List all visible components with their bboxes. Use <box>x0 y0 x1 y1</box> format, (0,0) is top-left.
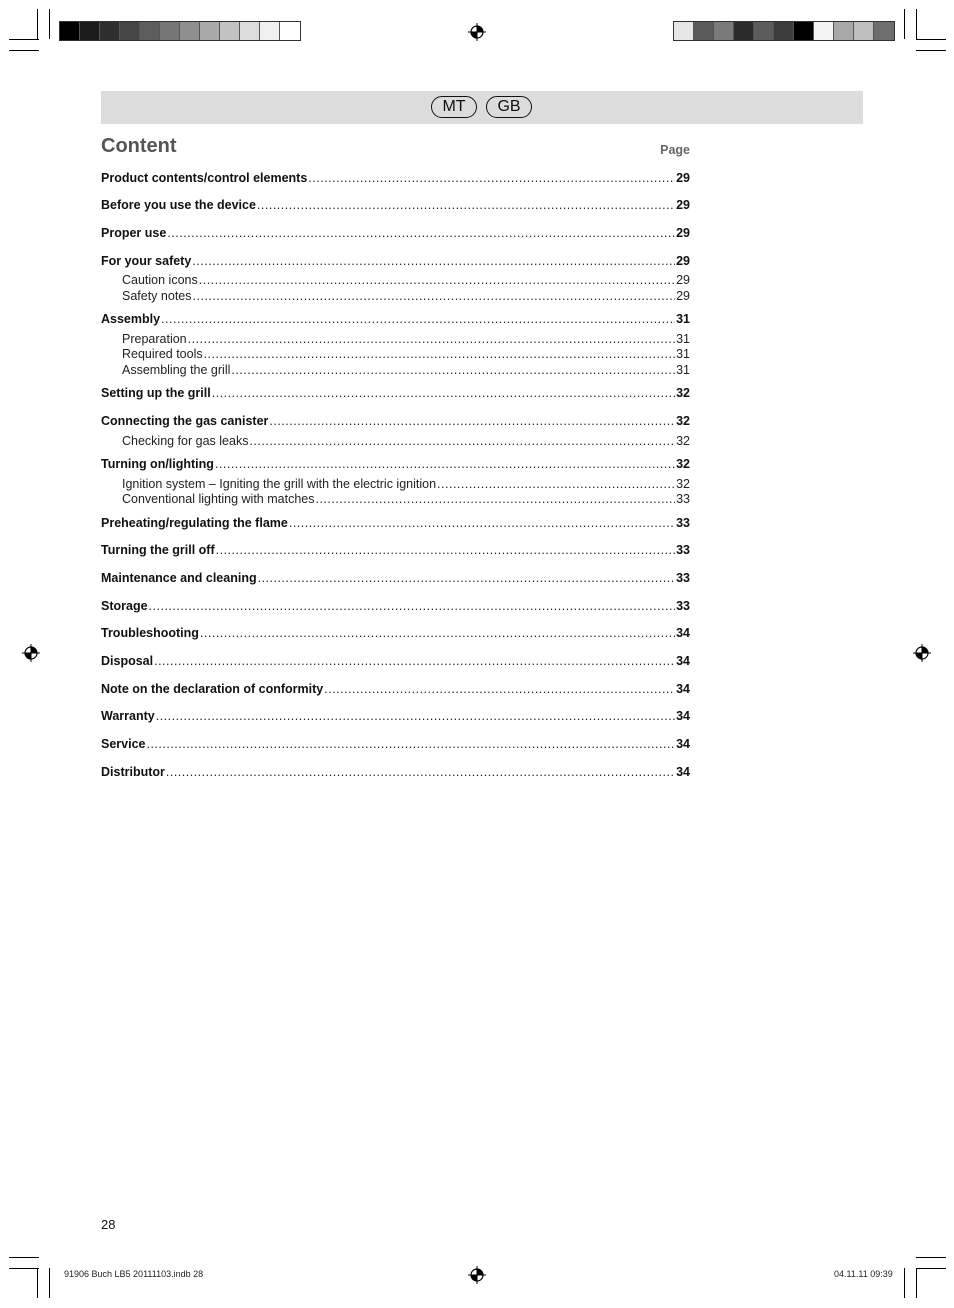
color-swatch <box>854 22 874 40</box>
color-swatch <box>200 22 220 40</box>
toc-entry-title: Turning on/lighting <box>101 457 214 471</box>
color-swatch <box>674 22 694 40</box>
toc-entry-page: 33 <box>676 543 690 557</box>
toc-entry-page: 29 <box>676 254 690 268</box>
crop-mark <box>49 1268 50 1298</box>
toc-entry <box>101 413 690 429</box>
toc-entry-page: 29 <box>676 226 690 240</box>
color-swatch <box>814 22 834 40</box>
toc-entry-title: For your safety <box>101 254 192 268</box>
toc-dot-leader <box>204 346 675 362</box>
toc-entry-title: Caution icons <box>122 273 198 287</box>
toc-dot-leader <box>154 653 675 669</box>
toc-dot-leader <box>269 413 675 429</box>
color-swatch <box>100 22 120 40</box>
toc-entry <box>101 197 690 213</box>
toc-dot-leader <box>200 625 675 641</box>
toc-entry-title: Distributor <box>101 765 165 779</box>
color-calibration-bar-left <box>59 21 301 41</box>
toc-dot-leader <box>324 681 675 697</box>
crop-mark <box>904 1268 905 1298</box>
toc-entry-title: Disposal <box>101 654 154 668</box>
toc-dot-leader <box>166 764 675 780</box>
crop-mark <box>916 39 946 40</box>
toc-dot-leader <box>188 331 675 347</box>
toc-entry <box>101 625 690 641</box>
toc-entry <box>101 598 690 614</box>
toc-entry-title: Assembly <box>101 312 161 326</box>
color-calibration-bar-right <box>673 21 895 41</box>
crop-mark <box>49 9 50 39</box>
toc-dot-leader <box>161 311 675 327</box>
crop-mark <box>916 1257 946 1258</box>
toc-dot-leader <box>192 253 675 269</box>
color-swatch <box>80 22 100 40</box>
toc-entry <box>101 681 690 697</box>
toc-entry-page: 32 <box>676 414 690 428</box>
toc-entry <box>101 736 690 752</box>
toc-dot-leader <box>308 170 675 186</box>
language-badge-gb: GB <box>486 96 532 118</box>
toc-entry <box>101 515 690 531</box>
toc-entry-page: 33 <box>676 571 690 585</box>
toc-entry-page: 34 <box>676 765 690 779</box>
toc-entry-page: 34 <box>676 654 690 668</box>
toc-entry-title: Warranty <box>101 709 155 723</box>
toc-entry-title: Setting up the grill <box>101 386 211 400</box>
crop-mark <box>9 1257 39 1258</box>
color-swatch <box>794 22 814 40</box>
toc-entry-title: Service <box>101 737 146 751</box>
toc-entry-page: 32 <box>676 457 690 471</box>
registration-mark-icon <box>468 23 486 41</box>
toc-subentry <box>122 346 690 362</box>
toc-dot-leader <box>249 433 675 449</box>
toc-subentry <box>122 433 690 449</box>
toc-entry <box>101 225 690 241</box>
toc-dot-leader <box>146 736 675 752</box>
toc-entry <box>101 253 690 269</box>
toc-dot-leader <box>257 197 675 213</box>
page-title: Content <box>101 135 177 157</box>
language-header-band <box>101 91 863 124</box>
toc-entry-page: 34 <box>676 709 690 723</box>
color-swatch <box>140 22 160 40</box>
toc-entry-title: Troubleshooting <box>101 626 199 640</box>
color-swatch <box>120 22 140 40</box>
toc-entry-page: 29 <box>676 289 690 303</box>
toc-entry-page: 34 <box>676 626 690 640</box>
toc-dot-leader <box>258 570 676 586</box>
page-number: 28 <box>101 1217 116 1232</box>
toc-entry-page: 31 <box>676 347 690 361</box>
toc-entry-title: Assembling the grill <box>122 363 231 377</box>
toc-entry <box>101 385 690 401</box>
toc-dot-leader <box>231 362 675 378</box>
toc-entry-page: 29 <box>676 171 690 185</box>
page-column-label: Page <box>660 143 690 157</box>
toc-dot-leader <box>289 515 675 531</box>
toc-dot-leader <box>199 272 675 288</box>
toc-dot-leader <box>167 225 675 241</box>
color-swatch <box>834 22 854 40</box>
toc-entry-page: 33 <box>676 599 690 613</box>
toc-entry-title: Storage <box>101 599 148 613</box>
crop-mark <box>916 50 946 51</box>
toc-entry-title: Note on the declaration of conformity <box>101 682 324 696</box>
toc-entry-title: Before you use the device <box>101 198 256 212</box>
toc-entry-page: 31 <box>676 363 690 377</box>
crop-mark <box>9 50 39 51</box>
toc-entry-page: 33 <box>676 492 690 506</box>
toc-entry <box>101 708 690 724</box>
toc-entry-page: 32 <box>676 434 690 448</box>
color-swatch <box>280 22 300 40</box>
color-swatch <box>160 22 180 40</box>
crop-mark <box>916 1268 917 1298</box>
toc-dot-leader <box>216 542 675 558</box>
toc-entry-title: Connecting the gas canister <box>101 414 269 428</box>
toc-dot-leader <box>193 288 676 304</box>
toc-entry <box>101 570 690 586</box>
color-swatch <box>694 22 714 40</box>
toc-dot-leader <box>149 598 676 614</box>
toc-entry-page: 34 <box>676 737 690 751</box>
footer-file-info: 91906 Buch LB5 20111103.indb 28 <box>64 1269 204 1279</box>
toc-entry-title: Proper use <box>101 226 167 240</box>
crop-mark <box>37 9 38 39</box>
crop-mark <box>904 9 905 39</box>
toc-entry-page: 34 <box>676 682 690 696</box>
color-swatch <box>260 22 280 40</box>
toc-entry-title: Product contents/control elements <box>101 171 308 185</box>
registration-mark-icon <box>913 644 931 662</box>
toc-entry-title: Required tools <box>122 347 203 361</box>
toc-subentry <box>122 476 690 492</box>
toc-entry <box>101 764 690 780</box>
crop-mark <box>9 39 39 40</box>
color-swatch <box>220 22 240 40</box>
toc-entry-page: 29 <box>676 273 690 287</box>
toc-entry <box>101 170 690 186</box>
toc-entry-title: Preheating/regulating the flame <box>101 516 288 530</box>
toc-entry-page: 33 <box>676 516 690 530</box>
toc-entry-title: Ignition system – Igniting the grill with the electric ignition <box>122 477 437 491</box>
toc-entry <box>101 456 690 472</box>
color-swatch <box>180 22 200 40</box>
toc-entry <box>101 653 690 669</box>
toc-entry-page: 31 <box>676 312 690 326</box>
color-swatch <box>874 22 894 40</box>
toc-entry <box>101 542 690 558</box>
toc-subentry <box>122 362 690 378</box>
toc-entry <box>101 311 690 327</box>
color-swatch <box>60 22 80 40</box>
toc-entry-title: Checking for gas leaks <box>122 434 249 448</box>
crop-mark <box>37 1268 38 1298</box>
toc-entry-page: 31 <box>676 332 690 346</box>
toc-dot-leader <box>315 491 675 507</box>
color-swatch <box>240 22 260 40</box>
footer-datetime: 04.11.11 09:39 <box>834 1269 893 1279</box>
language-badge-mt: MT <box>431 96 477 118</box>
crop-mark <box>9 1268 39 1269</box>
toc-entry-page: 32 <box>676 477 690 491</box>
toc-subentry <box>122 288 690 304</box>
toc-subentry <box>122 272 690 288</box>
crop-mark <box>916 1268 946 1269</box>
toc-entry-page: 32 <box>676 386 690 400</box>
toc-subentry <box>122 491 690 507</box>
color-swatch <box>774 22 794 40</box>
color-swatch <box>754 22 774 40</box>
registration-mark-icon <box>468 1266 486 1284</box>
toc-entry-title: Safety notes <box>122 289 192 303</box>
toc-entry-page: 29 <box>676 198 690 212</box>
toc-dot-leader <box>215 456 675 472</box>
toc-entry-title: Turning the grill off <box>101 543 215 557</box>
toc-entry-title: Conventional lighting with matches <box>122 492 315 506</box>
toc-dot-leader <box>437 476 675 492</box>
toc-entry-title: Preparation <box>122 332 187 346</box>
color-swatch <box>714 22 734 40</box>
toc-subentry <box>122 331 690 347</box>
crop-mark <box>916 9 917 39</box>
toc-entry-title: Maintenance and cleaning <box>101 571 257 585</box>
toc-dot-leader <box>156 708 675 724</box>
toc-dot-leader <box>212 385 675 401</box>
color-swatch <box>734 22 754 40</box>
registration-mark-icon <box>22 644 40 662</box>
